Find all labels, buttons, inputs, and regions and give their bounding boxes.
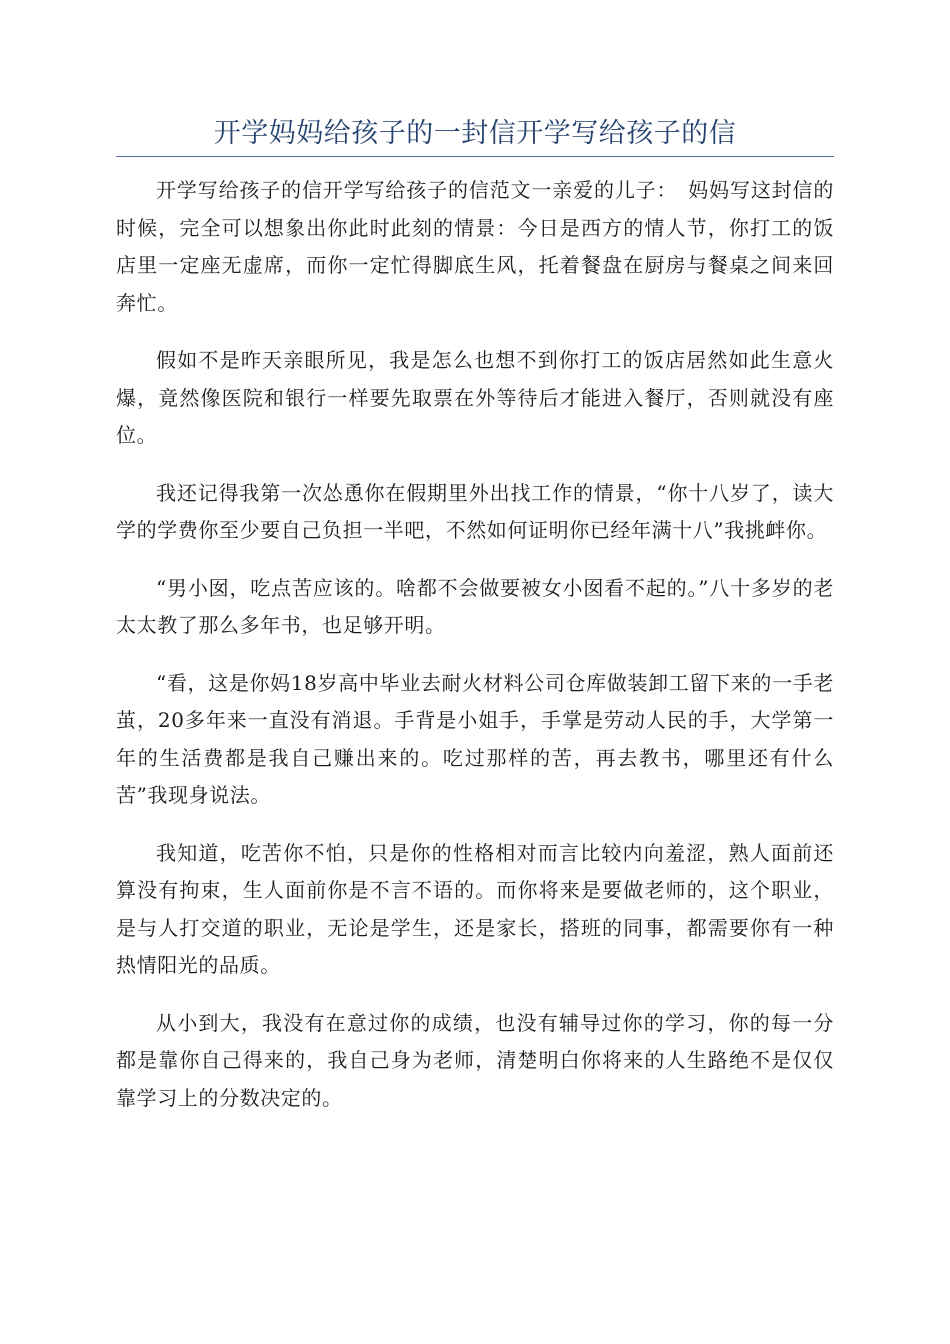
paragraph-5: “看，这是你妈18岁高中毕业去耐火材料公司仓库做装卸工留下来的一手老茧，20多年来一直没有消退。手背是小姐手，手掌是劳动人民的手，大学第一年的生活费都是我自己赚出来的。吃过那样的苦，再去教书，哪里还有什么苦”我现身说法。 xyxy=(116,670,834,807)
paragraph-4: “男小囡，吃点苦应该的。啥都不会做要被女小囡看不起的。”八十多岁的老太太教了那么多年书，也足够开明。 xyxy=(116,575,834,637)
paragraph-7: 从小到大，我没有在意过你的成绩，也没有辅导过你的学习，你的每一分都是靠你自己得来的，我自己身为老师，清楚明白你将来的人生路绝不是仅仅靠学习上的分数决定的。 xyxy=(116,1010,834,1110)
document-body xyxy=(116,172,834,1137)
title-block xyxy=(116,112,834,157)
paragraph-2: 假如不是昨天亲眼所见，我是怎么也想不到你打工的饭店居然如此生意火爆，竟然像医院和银行一样要先取票在外等待后才能进入餐厅，否则就没有座位。 xyxy=(116,348,834,447)
document-title: 开学妈妈给孩子的一封信开学写给孩子的信 xyxy=(213,118,737,149)
paragraph-1: 开学写给孩子的信开学写给孩子的信范文一亲爱的儿子： 妈妈写这封信的时候，完全可以想象出你此时此刻的情景：今日是西方的情人节，你打工的饭店里一定座无虚席，而你一定忙得脚底生风，托着餐盘在厨房与餐桌之间来回奔忙。 xyxy=(116,178,834,315)
paragraph-6: 我知道，吃苦你不怕，只是你的性格相对而言比较内向羞涩，熟人面前还算没有拘束，生人面前你是不言不语的。而你将来是要做老师的，这个职业，是与人打交道的职业，无论是学生，还是家长，搭班的同事，都需要你有一种热情阳光的品质。 xyxy=(116,840,834,977)
paragraph-3: 我还记得我第一次怂恿你在假期里外出找工作的情景，“你十八岁了，读大学的学费你至少要自己负担一半吧，不然如何证明你已经年满十八”我挑衅你。 xyxy=(116,480,834,542)
